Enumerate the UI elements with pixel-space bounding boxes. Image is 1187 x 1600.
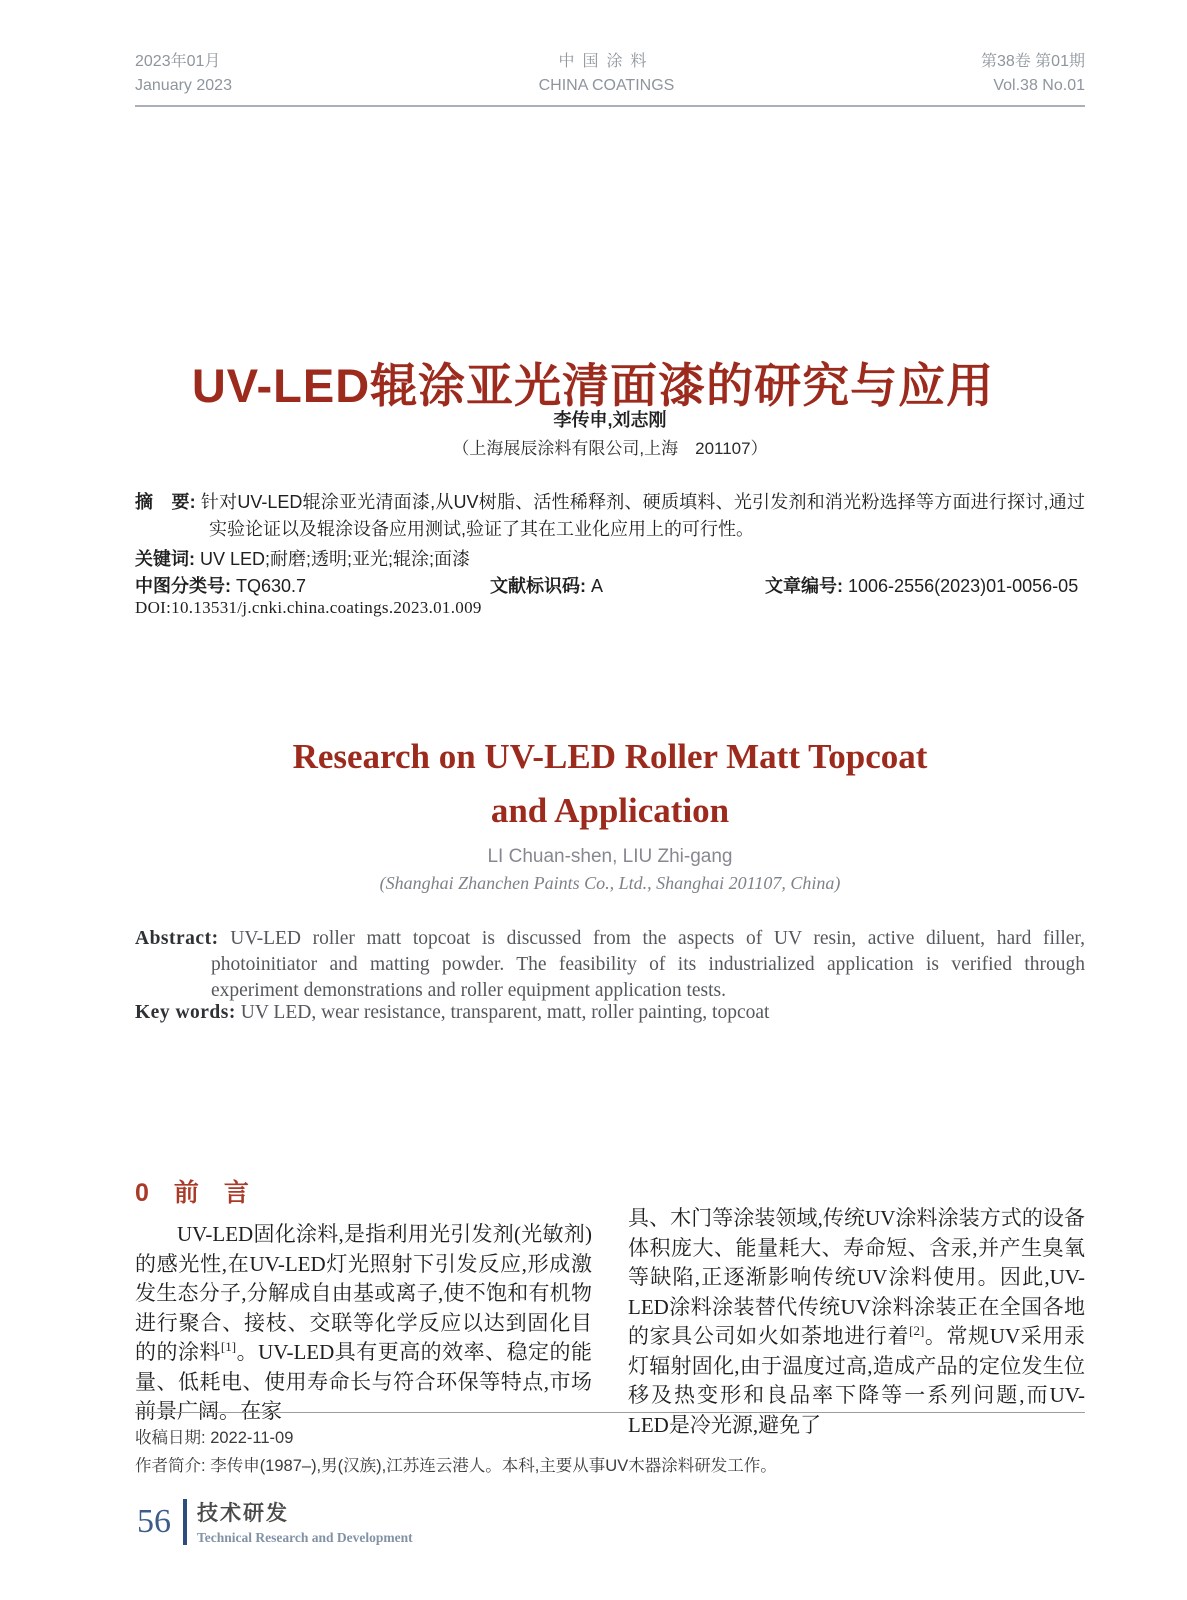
received-date — [135, 1424, 1085, 1452]
section-heading-intro: 0 前 言 — [135, 1179, 249, 1207]
abstract-en — [135, 926, 1085, 1004]
keywords-en-label: Key words: — [135, 1002, 236, 1023]
clc-label: 中图分类号: — [135, 576, 231, 596]
clc-value: TQ630.7 — [236, 576, 307, 596]
body-column-right — [628, 1178, 1085, 1440]
header-date — [135, 50, 232, 98]
footer-divider-bar — [183, 1499, 187, 1545]
doi: DOI:10.13531/j.cnki.china.coatings.2023.01.009 — [135, 598, 482, 617]
column-label-zh: 技术研发 — [197, 1502, 289, 1525]
header-issue-zh: 第38卷 第01期 — [980, 53, 1085, 70]
header-date-en: January 2023 — [135, 77, 232, 94]
abstract-en-text: UV-LED roller matt topcoat is discussed from the aspects of UV resin, active diluent, hard filler, photoinitiator and matting powder. The feasibility of its industrialized application is verified through experiment demonstrations and roller equipment application tests. — [211, 928, 1086, 1001]
authors-zh: 李传申,刘志刚 — [553, 410, 667, 430]
header-issue — [981, 50, 1085, 98]
authors-en: LI Chuan-shen, LIU Zhi-gang — [487, 846, 733, 867]
article-title-en — [135, 730, 1085, 838]
article-title-en-line2: and Application — [490, 791, 730, 830]
document-code — [490, 572, 603, 598]
document-code-label: 文献标识码: — [490, 576, 586, 596]
intro-paragraph-left — [135, 1220, 592, 1427]
document-code-value: A — [591, 576, 604, 596]
intro-right-text-cont: 。常规UV采用汞灯辐射固化,由于温度过高,造成产品的定位发生位移及热变形和良品率下降等一系列问题,而UV-LED是冷光源,避免了 — [628, 1324, 1085, 1437]
article-title-en-line1: Research on UV-LED Roller Matt Topcoat — [292, 737, 928, 776]
footnotes — [135, 1424, 1085, 1480]
received-date-value: 2022-11-09 — [210, 1429, 294, 1447]
abstract-zh-label: 摘 要: — [135, 492, 196, 512]
keywords-zh — [135, 545, 1085, 571]
journal-name-zh: 中国涂料 — [558, 53, 655, 70]
abstract-en-label: Abstract: — [135, 928, 219, 949]
article-number — [765, 572, 1078, 598]
intro-left-text-cont: 。UV-LED具有更高的效率、稳定的能量、低耗电、使用寿命长与符合环保等特点,市场前景广阔。在家 — [135, 1340, 593, 1423]
abstract-zh-text: 针对UV-LED辊涂亚光清面漆,从UV树脂、活性稀释剂、硬质填料、光引发剂和消光粉选择等方面进行探讨,通过实验论证以及辊涂设备应用测试,验证了其在工业化应用上的可行性。 — [200, 492, 1085, 539]
received-date-label: 收稿日期: — [135, 1429, 206, 1447]
body-column-left — [135, 1178, 592, 1440]
footnote-divider — [135, 1412, 1085, 1413]
abstract-zh — [135, 489, 1085, 543]
header-date-zh: 2023年01月 — [135, 53, 221, 70]
article-number-label: 文章编号: — [765, 576, 843, 596]
keywords-zh-text: UV LED;耐磨;透明;亚光;辊涂;面漆 — [200, 549, 471, 569]
article-title-zh: UV-LED辊涂亚光清面漆的研究与应用 — [191, 359, 995, 413]
header-journal-name — [539, 50, 675, 98]
page-footer — [137, 1497, 413, 1546]
affiliation-en: (Shanghai Zhanchen Paints Co., Ltd., Shanghai 201107, China) — [379, 873, 841, 893]
classification-row — [135, 572, 1085, 598]
keywords-en-text: UV LED, wear resistance, transparent, matt, roller painting, topcoat — [240, 1002, 770, 1023]
journal-name-en: CHINA COATINGS — [538, 77, 675, 94]
reference-marker-1: [1] — [220, 1339, 237, 1354]
affiliation-zh: （上海展辰涂料有限公司,上海 201107） — [452, 439, 768, 458]
author-bio-label: 作者简介: — [135, 1457, 206, 1475]
column-label — [197, 1497, 413, 1546]
author-bio-value: 李传申(1987–),男(汉族),江苏连云港人。本科,主要从事UV木器涂料研发工作。 — [210, 1457, 777, 1475]
reference-marker-2: [2] — [909, 1323, 925, 1338]
keywords-en — [135, 1002, 1085, 1024]
page-number: 56 — [137, 1502, 171, 1540]
intro-right-text: 具、木门等涂装领域,传统UV涂料涂装方式的设备体积庞大、能量耗大、寿命短、含汞,并产生臭氧等缺陷,正逐渐影响传统UV涂料使用。因此,UV-LED涂料涂装替代传统UV涂料涂装正在全国各地的家具公司如火如荼地进行着 — [628, 1206, 1085, 1348]
clc-number — [135, 572, 306, 598]
article-number-value: 1006-2556(2023)01-0056-05 — [848, 576, 1079, 596]
header-issue-en: Vol.38 No.01 — [993, 77, 1085, 94]
column-label-en: Technical Research and Development — [197, 1530, 413, 1545]
intro-paragraph-right — [628, 1204, 1085, 1440]
keywords-zh-label: 关键词: — [135, 549, 195, 569]
intro-left-text: UV-LED固化涂料,是指利用光引发剂(光敏剂)的感光性,在UV-LED灯光照射下引发反应,形成激发生态分子,分解成自由基或离子,使不饱和有机物进行聚合、接枝、交联等化学反应以达到固化目的的涂料 — [135, 1222, 592, 1364]
body-columns — [135, 1178, 1085, 1440]
journal-header — [135, 50, 1085, 107]
author-bio — [135, 1452, 1085, 1480]
